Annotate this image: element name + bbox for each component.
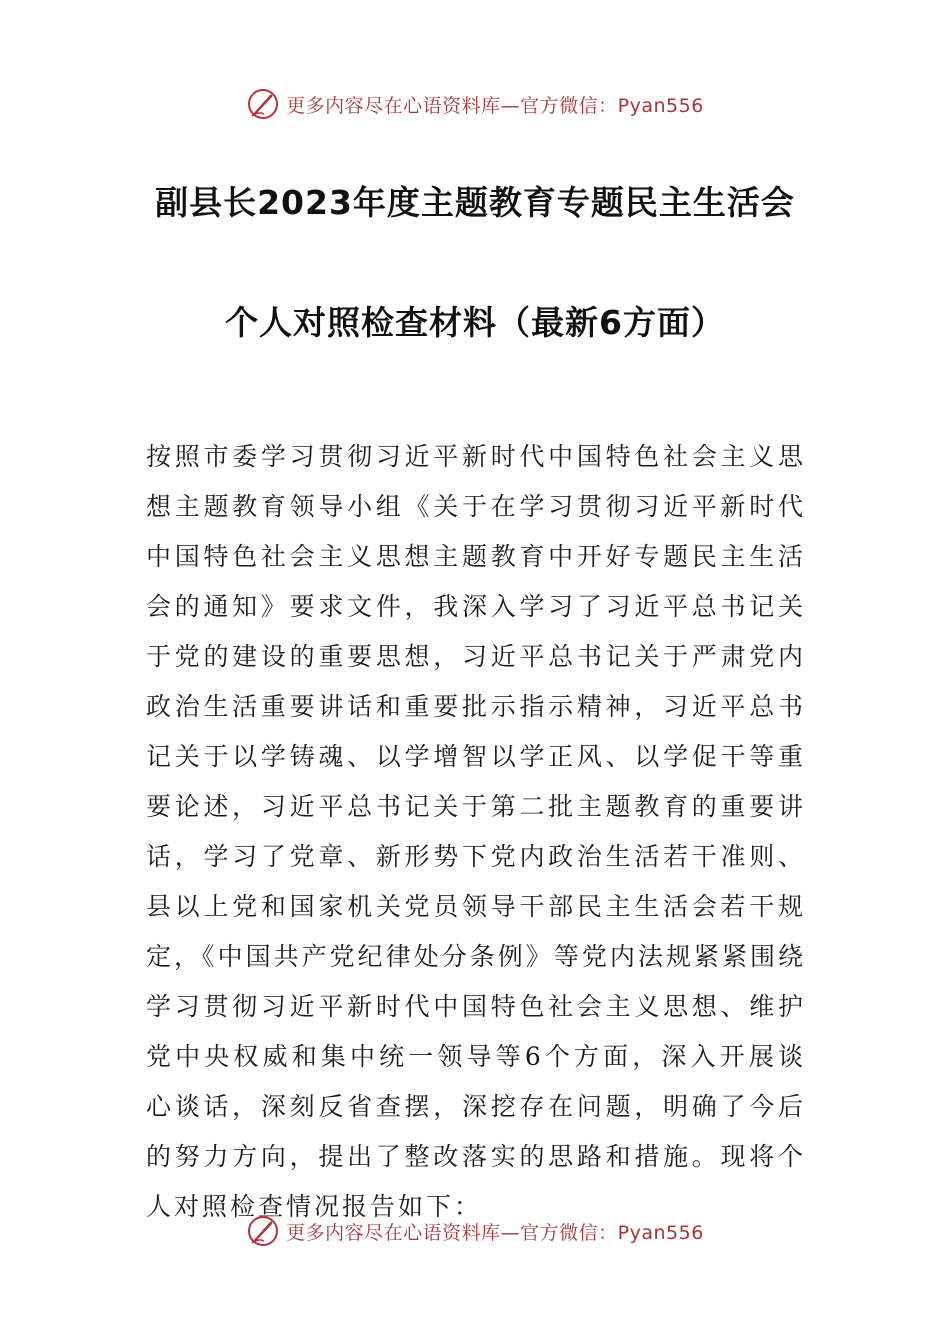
banner-text: 更多内容尽在心语资料库—官方微信：Pyan556 <box>286 94 704 117</box>
document-title-line-2: 个人对照检查材料（最新6方面） <box>225 303 725 342</box>
banner-text: 更多内容尽在心语资料库—官方微信：Pyan556 <box>286 1221 704 1244</box>
header-banner <box>0 84 950 124</box>
document-title-line-1: 副县长2023年度主题教育专题民主生活会 <box>155 183 795 222</box>
body-paragraph: 按照市委学习贯彻习近平新时代中国特色社会主义思想主题教育领导小组《关于在学习贯彻习近平新时代中国特色社会主义思想主题教育中开好专题民主生活会的通知》要求文件，我深入学习了习近平总书记关于党的建设的重要思想，习近平总书记关于严肃党内政治生活重要讲话和重要批示指示精神，习近平总书记关于以学铸魂、以学增智以学正风、以学促干等重要论述，习近平总书记关于第二批主题教育的重要讲话，学习了党章、新形势下党内政治生活若干准则、县以上党和国家机关党员领导干部民主生活会若干规定，《中国共产党纪律处分条例》等党内法规紧紧围绕学习贯彻习近平新时代中国特色社会主义思想、维护党中央权威和集中统一领导等6个方面，深入开展谈心谈话，深刻反省查摆，深挖存在问题，明确了今后的努力方向，提出了整改落实的思路和措施。现将个人对照检查情况报告如下： <box>146 442 806 1221</box>
quill-pen-logo-icon <box>246 87 280 121</box>
footer-banner <box>0 1211 950 1251</box>
quill-pen-logo-icon <box>246 1214 280 1248</box>
